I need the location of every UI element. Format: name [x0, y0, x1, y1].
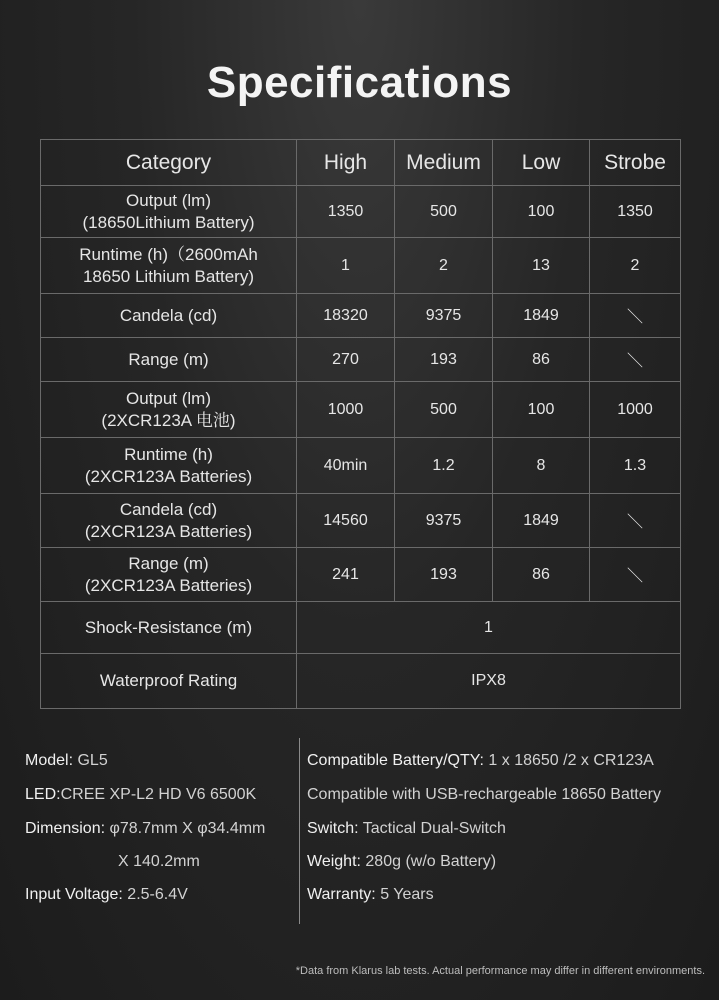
- header-high: High: [297, 140, 395, 186]
- cell-low: 8: [493, 438, 590, 494]
- cell-merged-value: 1: [297, 602, 681, 654]
- cell-medium: 193: [395, 338, 493, 382]
- cell-high: 40min: [297, 438, 395, 494]
- category-line: (2XCR123A Batteries): [84, 575, 253, 595]
- category-line: Runtime (h): [124, 444, 213, 464]
- spec-line-voltage: [25, 886, 188, 904]
- spec-label: Model:: [25, 752, 74, 769]
- cell-medium: 193: [395, 548, 493, 602]
- table-row-merged: [41, 654, 681, 709]
- category-line: Range (m): [128, 349, 209, 369]
- row-category: [41, 382, 297, 438]
- spec-label: Switch:: [307, 820, 359, 837]
- spec-label: Warranty:: [307, 886, 376, 903]
- cell-high: 14560: [297, 494, 395, 548]
- table-row: [41, 186, 681, 238]
- spec-table: [40, 139, 681, 709]
- row-category: [41, 294, 297, 338]
- category-line: Output (lm): [125, 190, 212, 210]
- category-line: (18650Lithium Battery): [82, 212, 255, 232]
- cell-low: 1849: [493, 294, 590, 338]
- cell-medium: 500: [395, 382, 493, 438]
- category-line: Range (m): [128, 553, 209, 573]
- header-medium: Medium: [395, 140, 493, 186]
- cell-high: 1350: [297, 186, 395, 238]
- row-category: [41, 238, 297, 294]
- table-header-row: [41, 140, 681, 186]
- header-low: Low: [493, 140, 590, 186]
- spec-value: Compatible with USB-rechargeable 18650 Battery: [307, 786, 661, 803]
- cell-medium: 500: [395, 186, 493, 238]
- spec-line-led: [25, 786, 256, 804]
- category-line: (2XCR123A Batteries): [84, 521, 253, 541]
- table-row-merged: [41, 602, 681, 654]
- cell-high: 18320: [297, 294, 395, 338]
- cell-high: 1000: [297, 382, 395, 438]
- row-category: [41, 494, 297, 548]
- row-category: [41, 548, 297, 602]
- page-title: Specifications: [206, 58, 513, 107]
- spec-value: Tactical Dual-Switch: [358, 820, 506, 837]
- spec-label: LED:: [25, 786, 61, 803]
- cell-low: 100: [493, 186, 590, 238]
- row-category: Waterproof Rating: [41, 654, 297, 709]
- cell-medium: 1.2: [395, 438, 493, 494]
- divider: [299, 738, 300, 924]
- cell-strobe: ＼: [590, 338, 681, 382]
- cell-merged-value: IPX8: [297, 654, 681, 709]
- spec-label: Weight:: [307, 853, 361, 870]
- header-strobe: Strobe: [590, 140, 681, 186]
- cell-low: 13: [493, 238, 590, 294]
- table-row: [41, 294, 681, 338]
- spec-label: Input Voltage:: [25, 886, 123, 903]
- spec-value: φ78.7mm X φ34.4mm: [105, 820, 266, 837]
- cell-low: 100: [493, 382, 590, 438]
- row-category: [41, 438, 297, 494]
- row-category: [41, 186, 297, 238]
- cell-high: 1: [297, 238, 395, 294]
- cell-strobe: 1000: [590, 382, 681, 438]
- category-line: (2XCR123A Batteries): [84, 466, 253, 486]
- cell-high: 241: [297, 548, 395, 602]
- header-category: Category: [41, 140, 297, 186]
- cell-low: 1849: [493, 494, 590, 548]
- cell-strobe: ＼: [590, 294, 681, 338]
- row-category: [41, 338, 297, 382]
- spec-value: 5 Years: [375, 886, 434, 903]
- spec-line-dimension: [25, 820, 265, 838]
- table-row: [41, 494, 681, 548]
- table-row: [41, 438, 681, 494]
- cell-medium: 9375: [395, 294, 493, 338]
- cell-low: 86: [493, 338, 590, 382]
- table-row: [41, 338, 681, 382]
- category-line: Candela (cd): [119, 305, 218, 325]
- cell-medium: 9375: [395, 494, 493, 548]
- cell-strobe: 1350: [590, 186, 681, 238]
- spec-details: [0, 738, 719, 928]
- footnote: *Data from Klarus lab tests. Actual performance may differ in different environments.: [295, 965, 705, 977]
- cell-medium: 2: [395, 238, 493, 294]
- table-row: [41, 238, 681, 294]
- category-line: Runtime (h)（2600mAh: [79, 244, 258, 264]
- spec-line-warranty: [307, 886, 434, 904]
- spec-line-switch: [307, 820, 506, 838]
- spec-label: Compatible Battery/QTY:: [307, 752, 484, 769]
- cell-strobe: 2: [590, 238, 681, 294]
- table-row: [41, 382, 681, 438]
- cell-strobe: ＼: [590, 494, 681, 548]
- cell-low: 86: [493, 548, 590, 602]
- category-line: 18650 Lithium Battery): [82, 266, 255, 286]
- spec-line-model: [25, 752, 108, 770]
- spec-label: Dimension:: [25, 820, 106, 837]
- spec-line-dimension-cont: [118, 853, 200, 871]
- spec-value: 1 x 18650 /2 x CR123A: [483, 752, 654, 769]
- spec-value: GL5: [73, 752, 108, 769]
- spec-value: X 140.2mm: [118, 853, 200, 870]
- spec-value: 2.5-6.4V: [122, 886, 188, 903]
- table-row: [41, 548, 681, 602]
- spec-value: 280g (w/o Battery): [360, 853, 497, 870]
- cell-strobe: 1.3: [590, 438, 681, 494]
- category-line: Candela (cd): [119, 499, 218, 519]
- cell-strobe: ＼: [590, 548, 681, 602]
- spec-line-usb: [307, 786, 661, 804]
- spec-line-weight: [307, 853, 496, 871]
- spec-line-battery: [307, 752, 654, 770]
- row-category: Shock-Resistance (m): [41, 602, 297, 654]
- category-line: Output (lm): [125, 388, 212, 408]
- cell-high: 270: [297, 338, 395, 382]
- category-line: (2XCR123A 电池): [101, 410, 236, 430]
- spec-value: CREE XP-L2 HD V6 6500K: [60, 786, 257, 803]
